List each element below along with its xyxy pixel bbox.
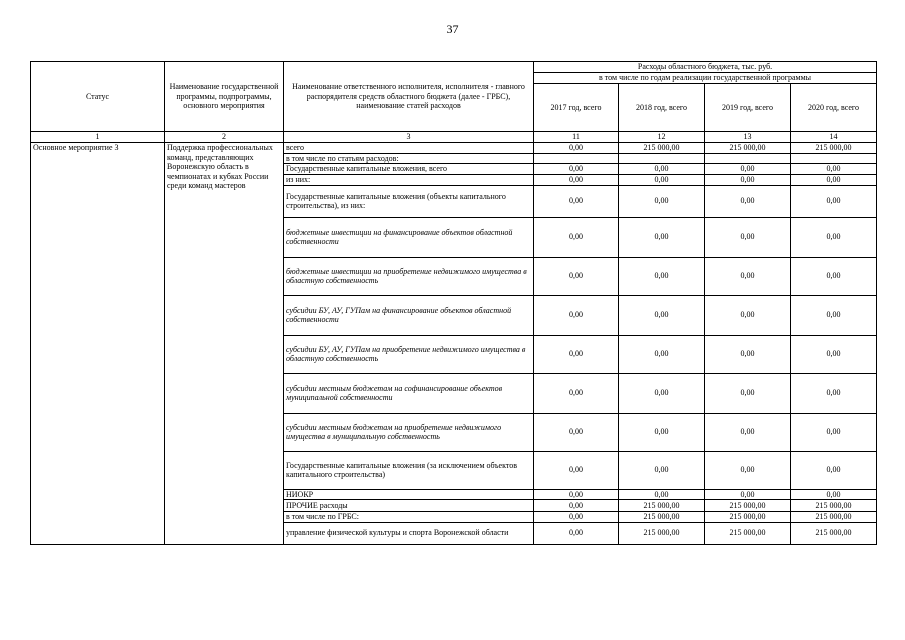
- row-value: 215 000,00: [791, 143, 877, 154]
- row-value: 0,00: [791, 175, 877, 186]
- row-value: 0,00: [791, 295, 877, 335]
- header-by-years: в том числе по годам реализации государственной программы: [534, 73, 877, 84]
- row-value: 215 000,00: [705, 143, 791, 154]
- row-value: 0,00: [619, 451, 705, 489]
- row-value: 0,00: [705, 175, 791, 186]
- row-label: НИОКР: [284, 489, 534, 500]
- row-value: 0,00: [791, 373, 877, 413]
- row-label: субсидии местным бюджетам на софинансирование объектов муниципальной собственности: [284, 373, 534, 413]
- row-value: 0,00: [705, 451, 791, 489]
- row-value: 215 000,00: [791, 522, 877, 544]
- row-value: 0,00: [705, 413, 791, 451]
- row-label: управление физической культуры и спорта Воронежской области: [284, 522, 534, 544]
- row-value: 0,00: [534, 451, 619, 489]
- row-value: 0,00: [534, 295, 619, 335]
- budget-table: [30, 61, 877, 545]
- row-value: 0,00: [534, 500, 619, 512]
- row-value: 0,00: [619, 164, 705, 175]
- row-value: 0,00: [534, 175, 619, 186]
- header-year-2019: 2019 год, всего: [705, 84, 791, 132]
- row-label: субсидии БУ, АУ, ГУПам на финансирование объектов областной собственности: [284, 295, 534, 335]
- row-value: 215 000,00: [619, 522, 705, 544]
- row-label: бюджетные инвестиции на приобретение недвижимого имущества в областную собственность: [284, 257, 534, 295]
- row-value: 0,00: [705, 489, 791, 500]
- status-cell: Основное мероприятие 3: [31, 143, 165, 545]
- header-year-2020: 2020 год, всего: [791, 84, 877, 132]
- row-value: [619, 153, 705, 164]
- row-value: 0,00: [705, 373, 791, 413]
- row-value: 0,00: [619, 335, 705, 373]
- row-value: 0,00: [791, 413, 877, 451]
- row-value: 0,00: [534, 164, 619, 175]
- row-value: 215 000,00: [705, 500, 791, 512]
- row-value: 0,00: [705, 257, 791, 295]
- row-value: 215 000,00: [791, 512, 877, 523]
- row-value: 0,00: [619, 185, 705, 217]
- row-value: 0,00: [619, 175, 705, 186]
- row-value: 0,00: [534, 185, 619, 217]
- row-value: 0,00: [705, 185, 791, 217]
- row-label: Государственные капитальные вложения (объекты капитального строительства), из них:: [284, 185, 534, 217]
- column-number: 2: [165, 132, 284, 143]
- row-label: субсидии БУ, АУ, ГУПам на приобретение недвижимого имущества в областную собственность: [284, 335, 534, 373]
- header-expenses: Расходы областного бюджета, тыс. руб.: [534, 62, 877, 73]
- row-value: 0,00: [619, 413, 705, 451]
- program-cell: Поддержка профессиональных команд, представляющих Воронежскую область в чемпионатах и кубках России среди команд мастеров: [165, 143, 284, 545]
- column-number: 3: [284, 132, 534, 143]
- header-year-2017: 2017 год, всего: [534, 84, 619, 132]
- page-number: 37: [446, 22, 459, 36]
- row-label: Государственные капитальные вложения, всего: [284, 164, 534, 175]
- row-value: 0,00: [534, 335, 619, 373]
- column-number: 13: [705, 132, 791, 143]
- row-value: 0,00: [791, 489, 877, 500]
- row-value: 0,00: [534, 257, 619, 295]
- row-value: 0,00: [619, 257, 705, 295]
- row-value: 0,00: [619, 295, 705, 335]
- row-value: 215 000,00: [705, 512, 791, 523]
- row-value: 0,00: [705, 295, 791, 335]
- row-value: [534, 153, 619, 164]
- row-label: ПРОЧИЕ расходы: [284, 500, 534, 512]
- header-year-2018: 2018 год, всего: [619, 84, 705, 132]
- row-value: 0,00: [534, 217, 619, 257]
- column-number: 11: [534, 132, 619, 143]
- row-value: 0,00: [791, 217, 877, 257]
- row-label: из них:: [284, 175, 534, 186]
- row-value: 0,00: [619, 489, 705, 500]
- row-value: 0,00: [534, 373, 619, 413]
- row-label: всего: [284, 143, 534, 154]
- row-label: Государственные капитальные вложения (за исключением объектов капитального строительства): [284, 451, 534, 489]
- row-value: 215 000,00: [619, 500, 705, 512]
- row-value: [705, 153, 791, 164]
- row-value: 0,00: [791, 257, 877, 295]
- row-value: 0,00: [791, 335, 877, 373]
- column-number: 14: [791, 132, 877, 143]
- row-value: 0,00: [619, 217, 705, 257]
- row-value: 215 000,00: [791, 500, 877, 512]
- row-value: 215 000,00: [619, 143, 705, 154]
- row-value: 215 000,00: [619, 512, 705, 523]
- row-value: 0,00: [534, 522, 619, 544]
- row-value: 0,00: [534, 413, 619, 451]
- row-value: 0,00: [791, 451, 877, 489]
- row-value: 0,00: [705, 217, 791, 257]
- row-value: 0,00: [705, 335, 791, 373]
- column-number: 1: [31, 132, 165, 143]
- row-value: 0,00: [619, 373, 705, 413]
- row-value: [791, 153, 877, 164]
- row-label: в том числе по ГРБС:: [284, 512, 534, 523]
- row-value: 0,00: [791, 164, 877, 175]
- header-status: Статус: [31, 62, 165, 132]
- header-executor: Наименование ответственного исполнителя, исполнителя - главного распорядителя средств областного бюджета (далее - ГРБС), наименование статей расходов: [284, 62, 534, 132]
- row-value: 0,00: [534, 143, 619, 154]
- row-value: 215 000,00: [705, 522, 791, 544]
- column-number: 12: [619, 132, 705, 143]
- row-label: бюджетные инвестиции на финансирование объектов областной собственности: [284, 217, 534, 257]
- header-program-name: Наименование государственной программы, подпрограммы, основного мероприятия: [165, 62, 284, 132]
- column-numbers-row: [31, 132, 877, 143]
- row-value: 0,00: [705, 164, 791, 175]
- row-value: 0,00: [534, 489, 619, 500]
- row-value: 0,00: [534, 512, 619, 523]
- table-row: [31, 143, 877, 154]
- row-label: в том числе по статьям расходов:: [284, 153, 534, 164]
- row-value: 0,00: [791, 185, 877, 217]
- row-label: субсидии местным бюджетам на приобретение недвижимого имущества в муниципальную собственность: [284, 413, 534, 451]
